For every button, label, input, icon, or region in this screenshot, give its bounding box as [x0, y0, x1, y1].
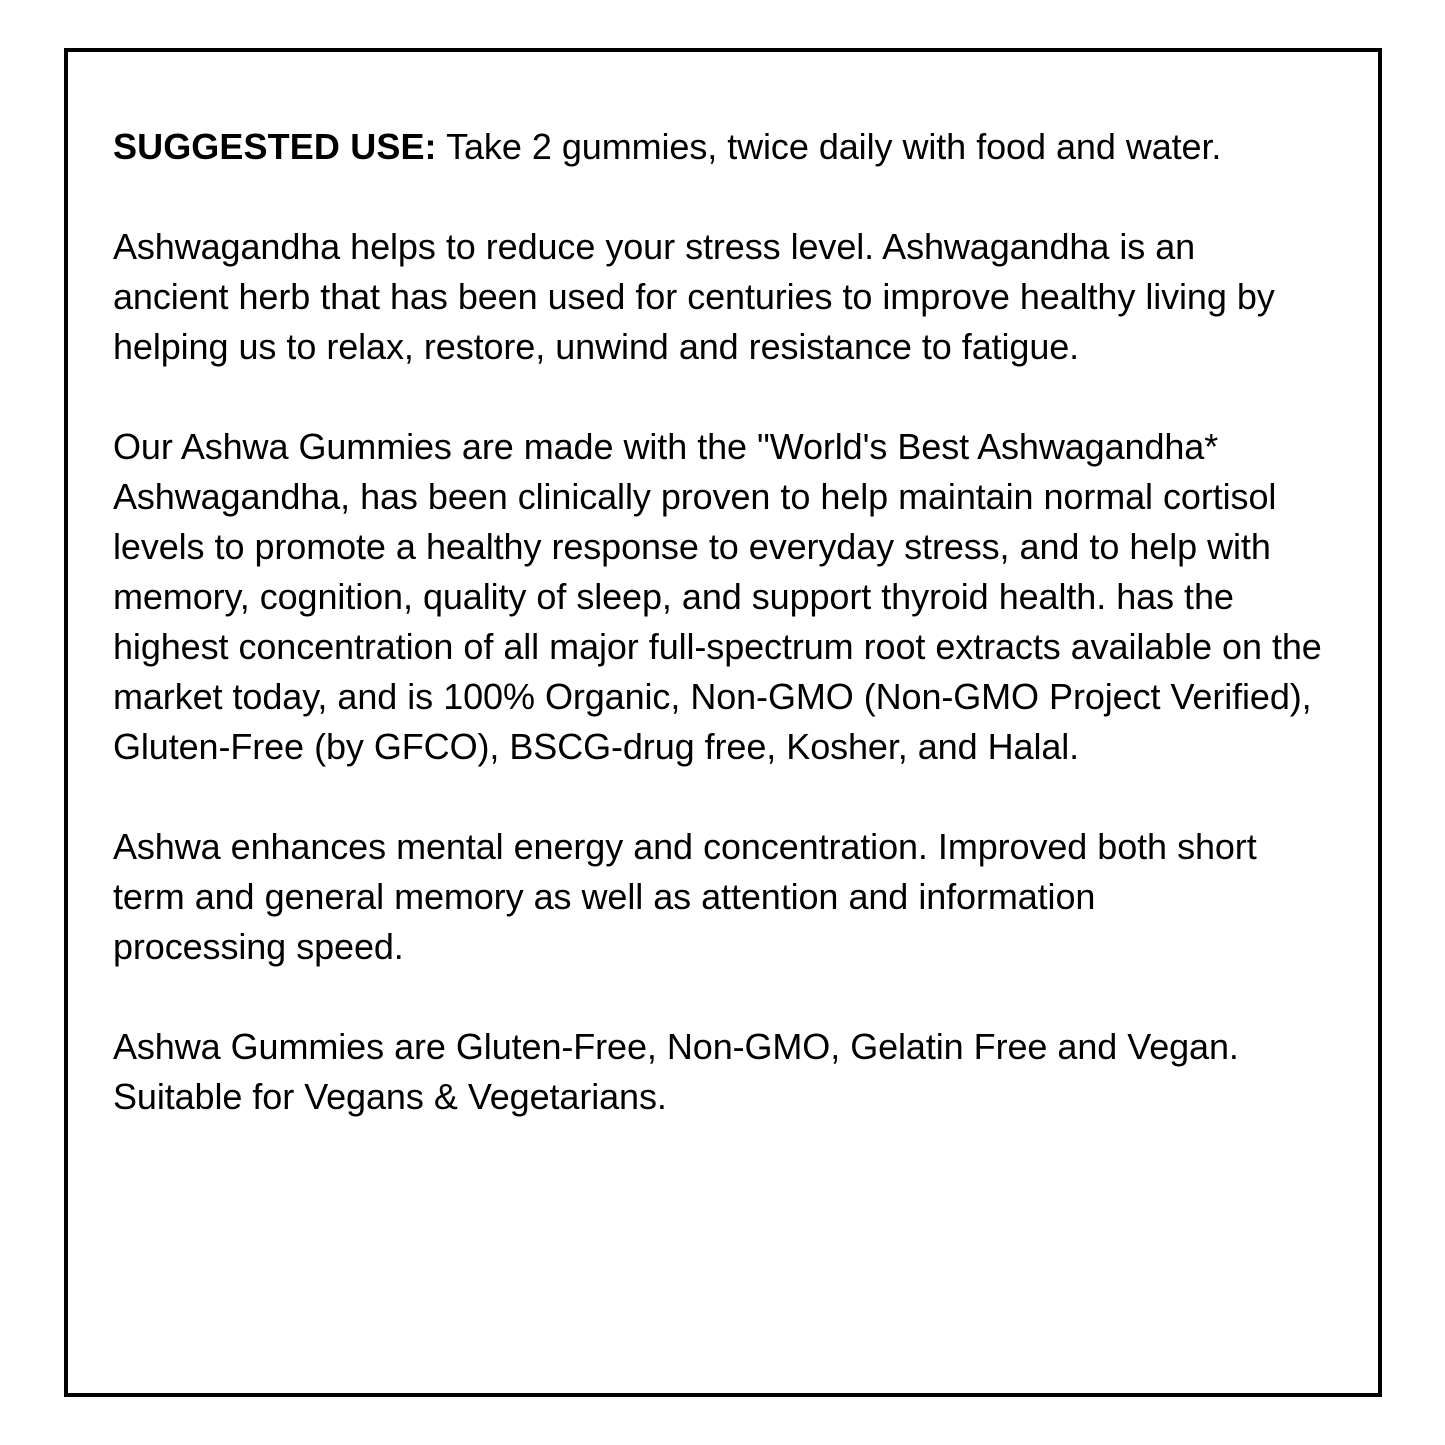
suggested-use-label: SUGGESTED USE: — [113, 126, 437, 167]
paragraph-dietary-info: Ashwa Gummies are Gluten-Free, Non-GMO, Gelatin Free and Vegan. Suitable for Vegans & Vegetarians. — [113, 1026, 1239, 1117]
product-description-card — [64, 48, 1382, 1397]
paragraph-suggested-use — [113, 122, 1328, 172]
paragraph-clinical-claims: Our Ashwa Gummies are made with the "World's Best Ashwagandha* Ashwagandha, has been clinically proven to help maintain normal cortisol levels to promote a healthy response to everyday stress, and to help with memory, cognition, quality of sleep, and support thyroid health. has the highest concentration of all major full-spectrum root extracts available on the market today, and is 100% Organic, Non-GMO (Non-GMO Project Verified), Gluten-Free (by GFCO), BSCG-drug free, Kosher, and Halal. — [113, 426, 1322, 767]
suggested-use-text: Take 2 gummies, twice daily with food and water. — [436, 126, 1222, 167]
paragraph-mental-energy: Ashwa enhances mental energy and concentration. Improved both short term and general memory as well as attention and information processing speed. — [113, 826, 1257, 967]
paragraph-stress-benefits: Ashwagandha helps to reduce your stress level. Ashwagandha is an ancient herb that has been used for centuries to improve healthy living by helping us to relax, restore, unwind and resistance to fatigue. — [113, 226, 1275, 367]
description-body — [113, 122, 1345, 1122]
